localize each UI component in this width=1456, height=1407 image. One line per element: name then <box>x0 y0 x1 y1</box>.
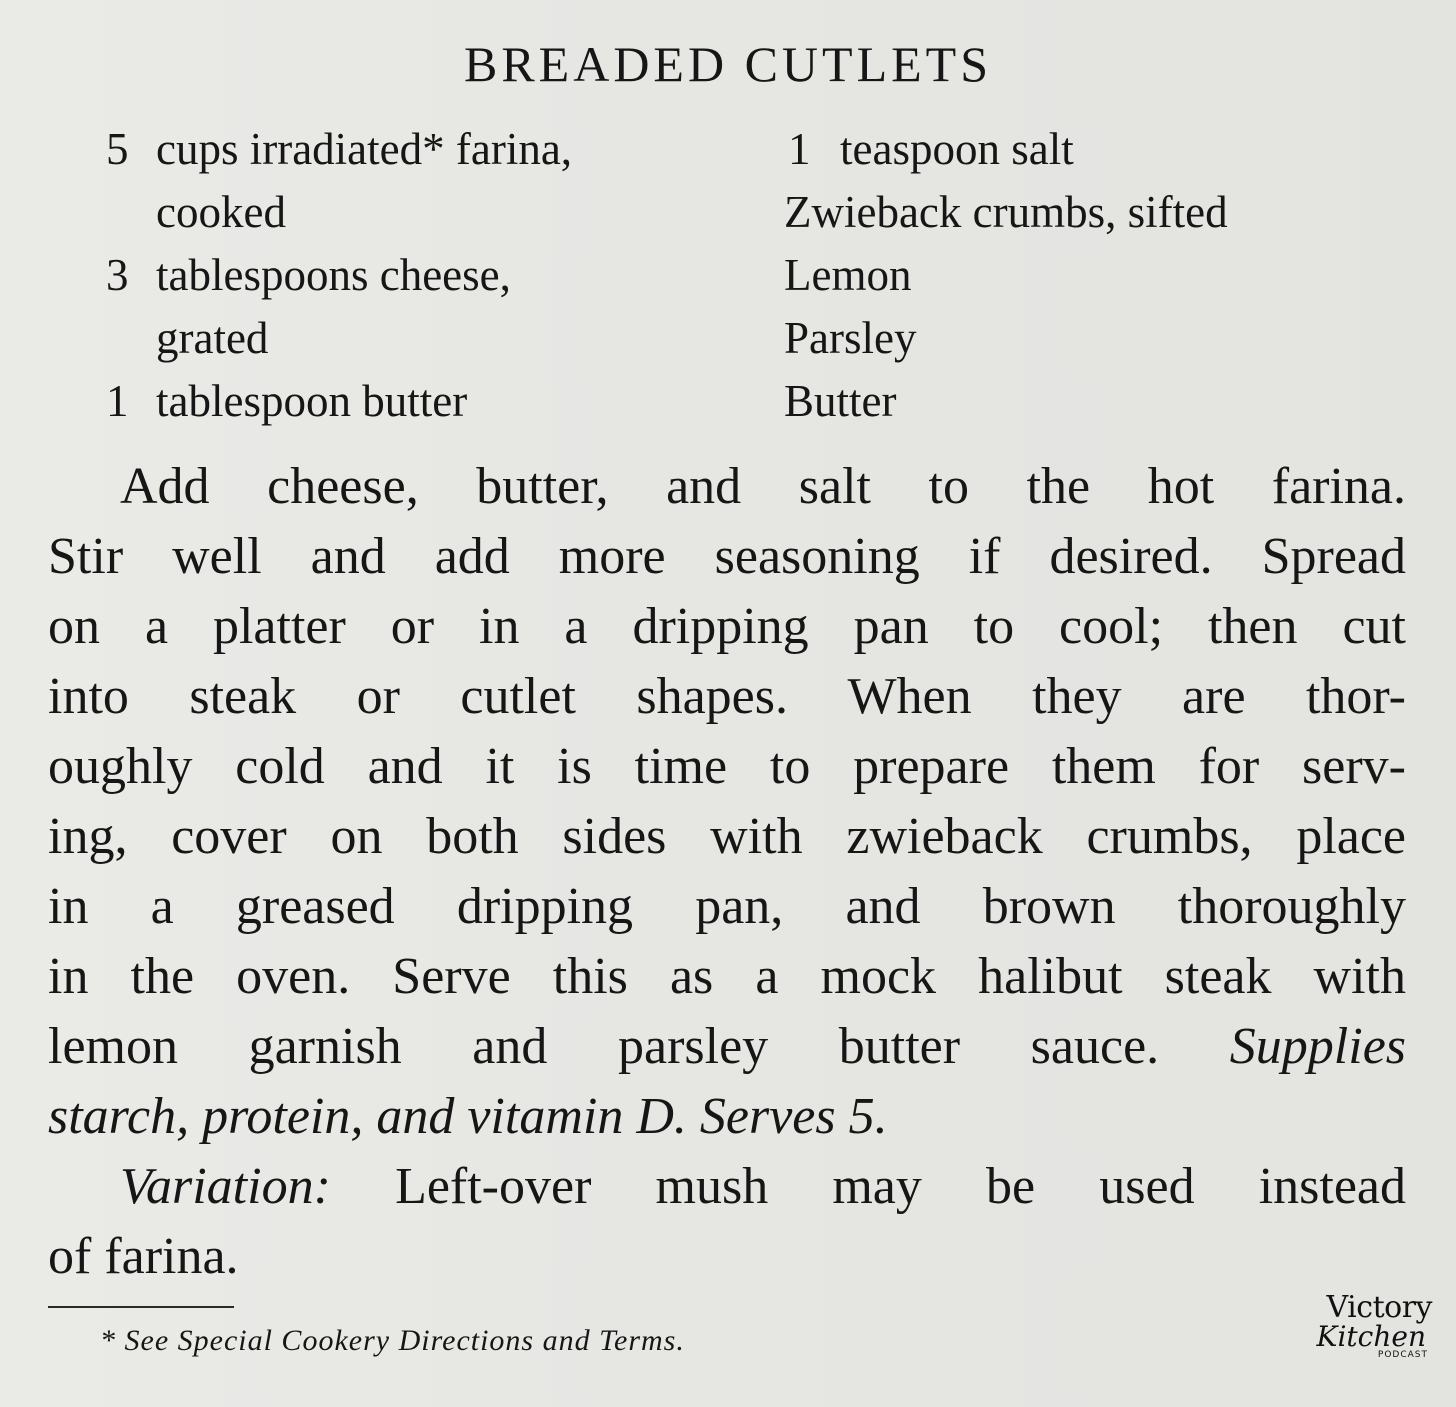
ingredient-text-continued: cooked <box>156 187 286 237</box>
ingredient-text: Parsley <box>784 313 917 363</box>
logo-word-kitchen: Kitchen <box>1316 1320 1426 1353</box>
ingredient-text-continued: grated <box>156 313 269 363</box>
instruction-line: Add cheese, butter, and salt to the hot farina. <box>120 458 1406 515</box>
ingredient-text: Butter <box>784 376 897 426</box>
instruction-line: in the oven. Serve this as a mock halibut steak with <box>48 948 1406 1005</box>
ingredient-item <box>100 244 760 370</box>
ingredient-text: tablespoons cheese, <box>156 250 511 300</box>
ingredient-text: cups irradiated* farina, <box>156 124 573 174</box>
logo-word-victory: Victory <box>1326 1290 1432 1325</box>
ingredient-item <box>784 118 1404 181</box>
ingredient-text: teaspoon salt <box>840 124 1074 174</box>
variation-paragraph <box>48 1152 1406 1292</box>
ingredient-text: tablespoon butter <box>156 376 468 426</box>
logo-word-podcast: PODCAST <box>1377 1350 1428 1360</box>
ingredient-quantity: 1 <box>788 124 811 174</box>
variation-label: Variation: <box>120 1158 331 1215</box>
victory-kitchen-logo <box>1308 1290 1438 1362</box>
ingredient-text: Lemon <box>784 250 912 300</box>
ingredient-item <box>100 118 760 244</box>
instruction-line: oughly cold and it is time to prepare them for serv- <box>48 738 1406 795</box>
ingredients-left-column <box>100 118 760 433</box>
instruction-line: on a platter or in a dripping pan to cool; then cut <box>48 598 1406 655</box>
ingredient-item <box>100 370 760 433</box>
recipe-title: BREADED CUTLETS <box>463 36 993 92</box>
ingredient-quantity: 3 <box>106 250 129 300</box>
ingredient-item <box>784 307 1404 370</box>
ingredient-item <box>784 244 1404 307</box>
nutrition-note-line: starch, protein, and vitamin D. Serves 5. <box>48 1088 888 1145</box>
ingredients-right-column <box>784 118 1404 433</box>
ingredient-quantity: 5 <box>106 124 129 174</box>
ingredient-quantity: 1 <box>106 376 129 426</box>
instruction-line: ing, cover on both sides with zwieback crumbs, place <box>48 808 1406 865</box>
instruction-text: lemon garnish and parsley butter sauce. <box>48 1018 1160 1075</box>
variation-line: of farina. <box>48 1228 239 1285</box>
instruction-line: Stir well and add more seasoning if desired. Spread <box>48 528 1406 585</box>
footnote: * See Special Cookery Directions and Terms. <box>100 1324 685 1357</box>
instruction-line <box>48 1012 1406 1082</box>
ingredient-text: Zwieback crumbs, sifted <box>784 187 1228 237</box>
nutrition-note: Supplies <box>1229 1018 1407 1075</box>
instruction-line: in a greased dripping pan, and brown thoroughly <box>48 878 1406 935</box>
ingredients-list <box>100 118 1400 438</box>
ingredient-item <box>784 370 1404 433</box>
variation-line <box>48 1152 1406 1222</box>
instruction-line: into steak or cutlet shapes. When they are thor- <box>48 668 1406 725</box>
footnote-divider <box>48 1306 234 1308</box>
variation-text: Left-over mush may be used instead <box>395 1158 1407 1215</box>
instructions-paragraph <box>48 452 1406 1152</box>
ingredient-item <box>784 181 1404 244</box>
